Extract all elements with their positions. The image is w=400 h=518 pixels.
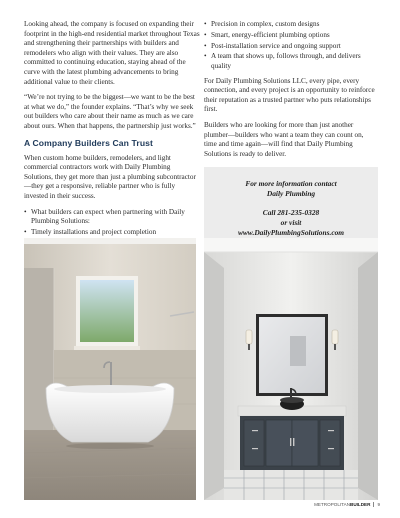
right-bullet-list <box>204 20 378 72</box>
right-paragraph-2: Builders who are looking for more than just another plumber—builders who want a team they can count on, time and time again—will find that Daily Plumbing Solutions is ready to deliver. <box>204 120 364 158</box>
footer-prefix: METROPOLITAN <box>314 502 351 507</box>
list-item: • Post-installation service and ongoing support <box>204 42 378 52</box>
left-paragraph-2: “We’re not trying to be the biggest—we want to be the best at what we do,” the founder explains. “That’s why we seek out builders who care about their name as much as we care about ours. When that happens, the partnership just works.” <box>24 93 196 130</box>
page-footer <box>300 502 380 512</box>
contact-or: or visit <box>280 217 302 227</box>
contact-line-1: For more information contact <box>245 179 337 189</box>
left-paragraph-1: Looking ahead, the company is focused on expanding their footprint in the high-end residential market throughout Texas and strengthening their partnerships with builders and remodelers who align with their values. They are also committed to continuing education, staying ahead of the curve with the latest plumbing advancements to bring additional value to their clients. <box>24 20 200 86</box>
list-item: • Precision in complex, custom designs <box>204 20 378 30</box>
bathtub-photo <box>24 238 196 500</box>
contact-phone: Call 281-235-0328 <box>262 207 320 217</box>
footer-brand: BUILDER <box>350 502 371 507</box>
list-item: • What builders can expect when partnering with Daily Plumbing Solutions: <box>24 208 200 227</box>
page-number: 9 <box>377 502 380 507</box>
section-subhead: A Company Builders Can Trust <box>24 137 154 148</box>
list-item: • Smart, energy-efficient plumbing options <box>204 31 378 41</box>
list-item: • Timely installations and project completion <box>24 228 200 238</box>
left-column <box>24 20 200 253</box>
right-paragraph-1: For Daily Plumbing Solutions LLC, every pipe, every connection, and every project is an opportunity to reinforce their reputation as a trusted partner who puts relationships first. <box>204 76 375 114</box>
left-paragraph-3: When custom home builders, remodelers, and light commercial contractors work with Daily Plumbing Solutions, they get more than just a plumbing subcontractor—they get a responsive, reliable partner who is fully invested in their success. <box>24 153 196 200</box>
right-column <box>204 20 378 250</box>
contact-website: www.DailyPlumbingSolutions.com <box>237 228 345 238</box>
contact-line-2: Daily Plumbing <box>266 189 316 199</box>
list-item: • A team that shows up, follows through, and delivers quality <box>204 52 378 71</box>
vanity-photo <box>204 238 378 500</box>
